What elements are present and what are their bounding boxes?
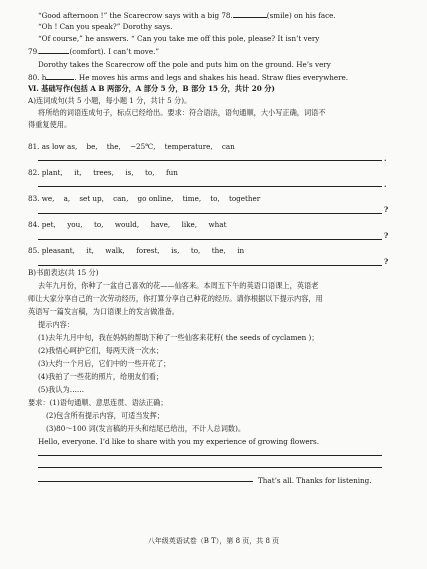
part-a-instruction: 将所给的词语连成句子，标点已经给出。要求：符合语法，语句通顺，大小写正确，词语不 [38,108,326,117]
answer-punct-83: ? [384,205,389,214]
answer-blank-79[interactable] [39,46,69,54]
requirement-3: (3)80～100 词(发言稿的开头和结尾已给出，不计人总词数)。 [46,424,246,433]
answer-blank-78[interactable] [233,10,267,18]
answer-punct-82: . [384,180,387,189]
essay-line-1[interactable] [38,455,382,456]
story-line-6 [28,72,401,82]
essay-opening: Hello, everyone. I’d like to share with you my experience of growing flowers. [38,437,320,446]
story-text: (smile) on his face. [266,11,336,20]
part-a-instruction-cont: 得重复使用。 [28,120,72,129]
story-line-3: “Of course,” he answers. “ Can you take me off this pole, please? It isn’t very [38,34,320,43]
hint-4: (4)我拍了一些花的照片，给朋友们看； [38,372,164,381]
item-81: 81. as low as, be, the, −25℃, temperature, can [28,142,235,151]
hint-1: (1)去年九月中旬，我在妈妈的帮助下种了一些仙客来花籽( the seeds of cyclamen )； [38,333,319,342]
section-heading: Ⅵ. 基础写作(包括 A B 两部分，A 部分 5 分，B 部分 15 分，共计 20 分) [28,84,275,93]
question-number: 80. h [28,73,47,82]
story-line-1 [38,10,401,20]
answer-punct-81: . [384,154,387,163]
requirement-1: 要求：(1)语句通顺、意思连贯、语法正确； [28,398,168,407]
part-b-title: B)书面表达(共 15 分) [28,268,99,277]
answer-punct-85: ? [384,257,389,266]
answer-line-84[interactable] [38,239,382,240]
essay-line-3[interactable] [38,481,253,482]
part-b-para-2: 师让大家分享自己的一次劳动经历，你打算分享自己种花的经历。请你根据以下提示内容，用 [28,294,323,303]
story-text: . He moves his arms and legs and shakes his head. Straw flies everywhere. [74,73,349,82]
part-a-title: A)连词成句(共 5 小题，每小题 1 分，共计 5 分)。 [28,96,192,105]
answer-blank-80[interactable] [46,72,74,80]
hint-3: (3)大约一个月后，它们中的一些开花了； [38,359,171,368]
answer-line-81[interactable] [38,160,382,161]
part-b-para-3: 英语写一篇发言稿，为口语课上的发言做准备。 [28,307,179,316]
part-b-para-1: 去年九月份，你种了一盆自己喜欢的花——仙客来。本周五下午的英语口语课上，英语老 [38,281,319,290]
story-text: (comfort). I can’t move.” [69,47,160,56]
essay-closing: That’s all. Thanks for listening. [258,476,372,485]
item-83: 83. we, a, set up, can, go online, time, to, together [28,194,261,203]
item-84: 84. pet, you, to, would, have, like, what [28,220,227,229]
answer-line-85[interactable] [38,265,382,266]
hint-2: (2)我悟心呵护它们，每两天浇一次水； [38,346,164,355]
answer-punct-84: ? [384,231,389,240]
question-number: 79. [28,47,40,56]
essay-line-2[interactable] [38,467,382,468]
item-82: 82. plant, it, trees, is, to, fun [28,168,178,177]
story-text: “Good afternoon !” the Scarecrow says with a big 78. [38,11,233,20]
story-line-2: “Oh ! Can you speak?” Dorothy says. [38,22,173,31]
hint-5: (5)我认为…… [38,385,85,394]
story-line-5: Dorothy takes the Scarecrow off the pole and puts him on the ground. He’s very [38,60,331,69]
page-footer: 八年级英语试卷（B T），第 8 页，共 8 页 [147,537,280,545]
story-line-4 [28,46,401,56]
item-85: 85. pleasant, it, walk, forest, is, to, the, in [28,246,245,255]
hints-title: 提示内容： [38,320,74,329]
requirement-2: (2)包含所有提示内容，可适当发挥； [46,411,164,420]
answer-line-82[interactable] [38,186,382,187]
answer-line-83[interactable] [38,213,382,214]
